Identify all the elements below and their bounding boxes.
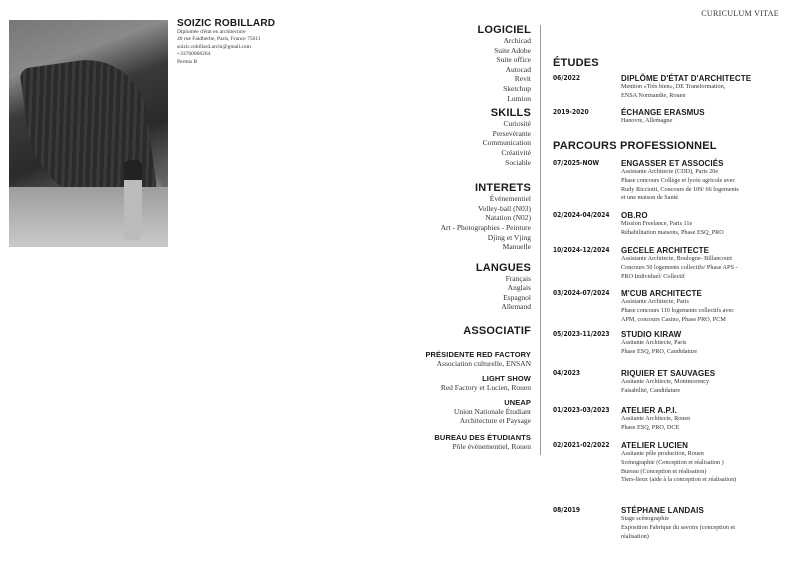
- entry-line: Phase ESQ, PRO, DCE: [621, 423, 680, 431]
- entry-org: GECELE ARCHITECTE: [621, 246, 710, 255]
- assoc-entry: [361, 350, 531, 368]
- list-item: Créativité: [501, 147, 531, 157]
- list-item: Anglais: [507, 283, 531, 293]
- identity-license: Permis B: [177, 58, 198, 65]
- person-name: SOIZIC ROBILLARD: [177, 18, 276, 29]
- assoc-entry: [361, 433, 531, 451]
- portrait-photo: [9, 20, 168, 247]
- entry-line: Tiers-lieux (aide à la conception et réalisation): [621, 476, 737, 484]
- identity-degree: Diplomée d'état en architecture: [177, 29, 246, 35]
- list-item: Français: [505, 273, 531, 283]
- entry-line: Mission Freelance, Paris 11e: [621, 220, 693, 227]
- list-item: Revit: [514, 74, 531, 84]
- section-title-associatif: ASSOCIATIF: [463, 325, 531, 338]
- entry-org: DIPLÔME D'ÉTAT D'ARCHITECTE: [621, 74, 752, 83]
- entry-line: Exposition Fabrique du savoirs (conception et: [621, 523, 735, 531]
- entry-date: 02/2024-04/2024: [553, 211, 610, 219]
- assoc-desc: Pôle évènementiel, Rouen: [452, 442, 531, 451]
- entry-line: Concours 50 logements collectifs/ Phase APS -: [621, 263, 738, 271]
- identity-address: 40 rue Faidherbe, Paris, France 75011: [177, 36, 261, 43]
- section-title-skills: SKILLS: [490, 107, 531, 120]
- section-title-etudes: ÉTUDES: [553, 57, 599, 69]
- entry-line: Assitante Architecte, Montmorency: [621, 378, 710, 385]
- entry-line: Assistante Architecte, Paris: [621, 298, 689, 305]
- entry-line: Réhabilitation maisons, Phase ESQ_PRO: [621, 228, 724, 236]
- entry-line: Assitante Architecte, Paris: [621, 339, 687, 346]
- entry-org: ÉCHANGE ERASMUS: [621, 108, 705, 117]
- list-item: Évènementiel: [489, 194, 531, 204]
- assoc-title: UNEAP: [504, 398, 531, 407]
- assoc-title: LIGHT SHOW: [482, 374, 531, 383]
- list-item: Natation (N02): [485, 213, 531, 223]
- assoc-desc: Red Factory et Lucien, Rouen: [440, 383, 531, 392]
- entry-org: ATELIER LUCIEN: [621, 441, 689, 450]
- entry-org: ATELIER A.P.I.: [621, 406, 677, 415]
- entry-org: M'CUB ARCHITECTE: [621, 289, 702, 298]
- entry-date: 05/2023-11/2023: [553, 330, 610, 338]
- column-divider: [540, 25, 541, 455]
- assoc-desc: Architecture et Paysage: [459, 416, 531, 426]
- entry-line: ENSA Normandie, Rouen: [621, 91, 686, 99]
- entry-line: Phase concours Collège et lycée agricole avec: [621, 176, 736, 184]
- list-item: Suite office: [496, 55, 531, 65]
- list-item: Persevérante: [492, 128, 531, 138]
- assoc-entry: [361, 398, 531, 426]
- entry-line: Hanovre, Allemagne: [621, 117, 673, 124]
- section-title-langues: LANGUES: [475, 261, 531, 274]
- entry-line: réalisation): [621, 532, 649, 540]
- document-label: CURICULUM VITAE: [701, 9, 779, 18]
- entry-date: 06/2022: [553, 74, 581, 82]
- list-item: Art - Photographies - Peinture: [440, 222, 531, 232]
- entry-date: 03/2024-07/2024: [553, 289, 610, 297]
- section-title-interets: INTERETS: [475, 182, 531, 195]
- entry-org: RIQUIER ET SAUVAGES: [621, 369, 716, 378]
- identity-phone: +33760068264: [177, 51, 211, 58]
- entry-date: 01/2023-03/2023: [553, 406, 610, 414]
- entry-org: STUDIO KIRAW: [621, 330, 682, 339]
- list-item: Archicad: [503, 36, 531, 45]
- entry-date: 02/2021-02/2022: [553, 441, 610, 449]
- entry-date: 2019-2020: [553, 108, 589, 116]
- photo-ground-shape: [9, 187, 168, 247]
- entry-org: STÉPHANE LANDAIS: [621, 506, 704, 515]
- photo-figure-shape: [124, 160, 142, 240]
- entry-line: Mention «Très bien», DE Transformation,: [621, 83, 726, 90]
- entry-line: Assitante pôle production, Rouen: [621, 450, 704, 457]
- list-item: Curiosité: [503, 119, 531, 129]
- entry-line: Assistante Architecte (CDD), Paris 20e: [621, 168, 719, 175]
- entry-org: OB.RO: [621, 211, 648, 220]
- assoc-entry: [361, 374, 531, 392]
- assoc-desc: Union Nationale Étudiant: [453, 407, 531, 416]
- entry-line: Faisabilité, Candidature: [621, 386, 681, 394]
- identity-email: soizic.robillard.archi@gmail.com: [177, 43, 251, 50]
- section-title-parcours: PARCOURS PROFESSIONNEL: [553, 140, 717, 152]
- entry-line: Rudy Ricciotti, Concours de 109/ 66 logements: [621, 185, 739, 193]
- entry-line: Stage scénographie: [621, 515, 669, 522]
- entry-line: PRO Individuel/ Collectif: [621, 272, 685, 280]
- list-item: Espagnol: [503, 292, 531, 302]
- left-column: [371, 24, 531, 337]
- entry-line: Phase concours 110 logements collectifs avec: [621, 306, 734, 314]
- entry-line: Assistante Architecte, Boulogne- Billancourt: [621, 255, 733, 262]
- entry-line: et une maison de Santé: [621, 194, 679, 202]
- entry-date: 10/2024-12/2024: [553, 246, 610, 254]
- list-item: Lumion: [507, 93, 531, 103]
- assoc-title: BUREAU DES ÉTUDIANTS: [434, 433, 531, 442]
- entry-line: APM, concours Casino, Phase PRO, PCM: [621, 315, 726, 323]
- entry-line: Assitante Architecte, Rouen: [621, 415, 691, 422]
- list-item: Manuelle: [502, 242, 531, 252]
- list-item: Sketchup: [503, 83, 531, 93]
- list-item: Communication: [482, 138, 531, 148]
- entry-line: Phase ESQ, PRO, Candidature: [621, 347, 698, 355]
- list-item: Allemand: [501, 302, 531, 312]
- entry-date: 07/2025-NOW: [553, 159, 600, 167]
- identity-block: [177, 18, 275, 66]
- assoc-title: PRÉSIDENTE RED FACTORY: [425, 350, 531, 359]
- entry-line: Scénographie (Conception et réalisation ): [621, 458, 724, 466]
- list-item: Autocad: [505, 64, 531, 74]
- list-item: Volley-ball (N03): [478, 203, 531, 213]
- assoc-desc: Association culturelle, ENSAN: [436, 359, 531, 368]
- entry-org: ENGASSER ET ASSOCIÉS: [621, 159, 724, 168]
- entry-line: Bureau (Conception et réalisation): [621, 467, 707, 475]
- list-item: Suite Adobe: [494, 45, 531, 55]
- entry-date: 04/2023: [553, 369, 581, 377]
- entry-date: 08/2019: [553, 506, 581, 514]
- list-item: Djing et Vjing: [487, 232, 531, 242]
- list-item: Sociable: [505, 157, 531, 167]
- section-title-logiciel: LOGICIEL: [477, 24, 531, 36]
